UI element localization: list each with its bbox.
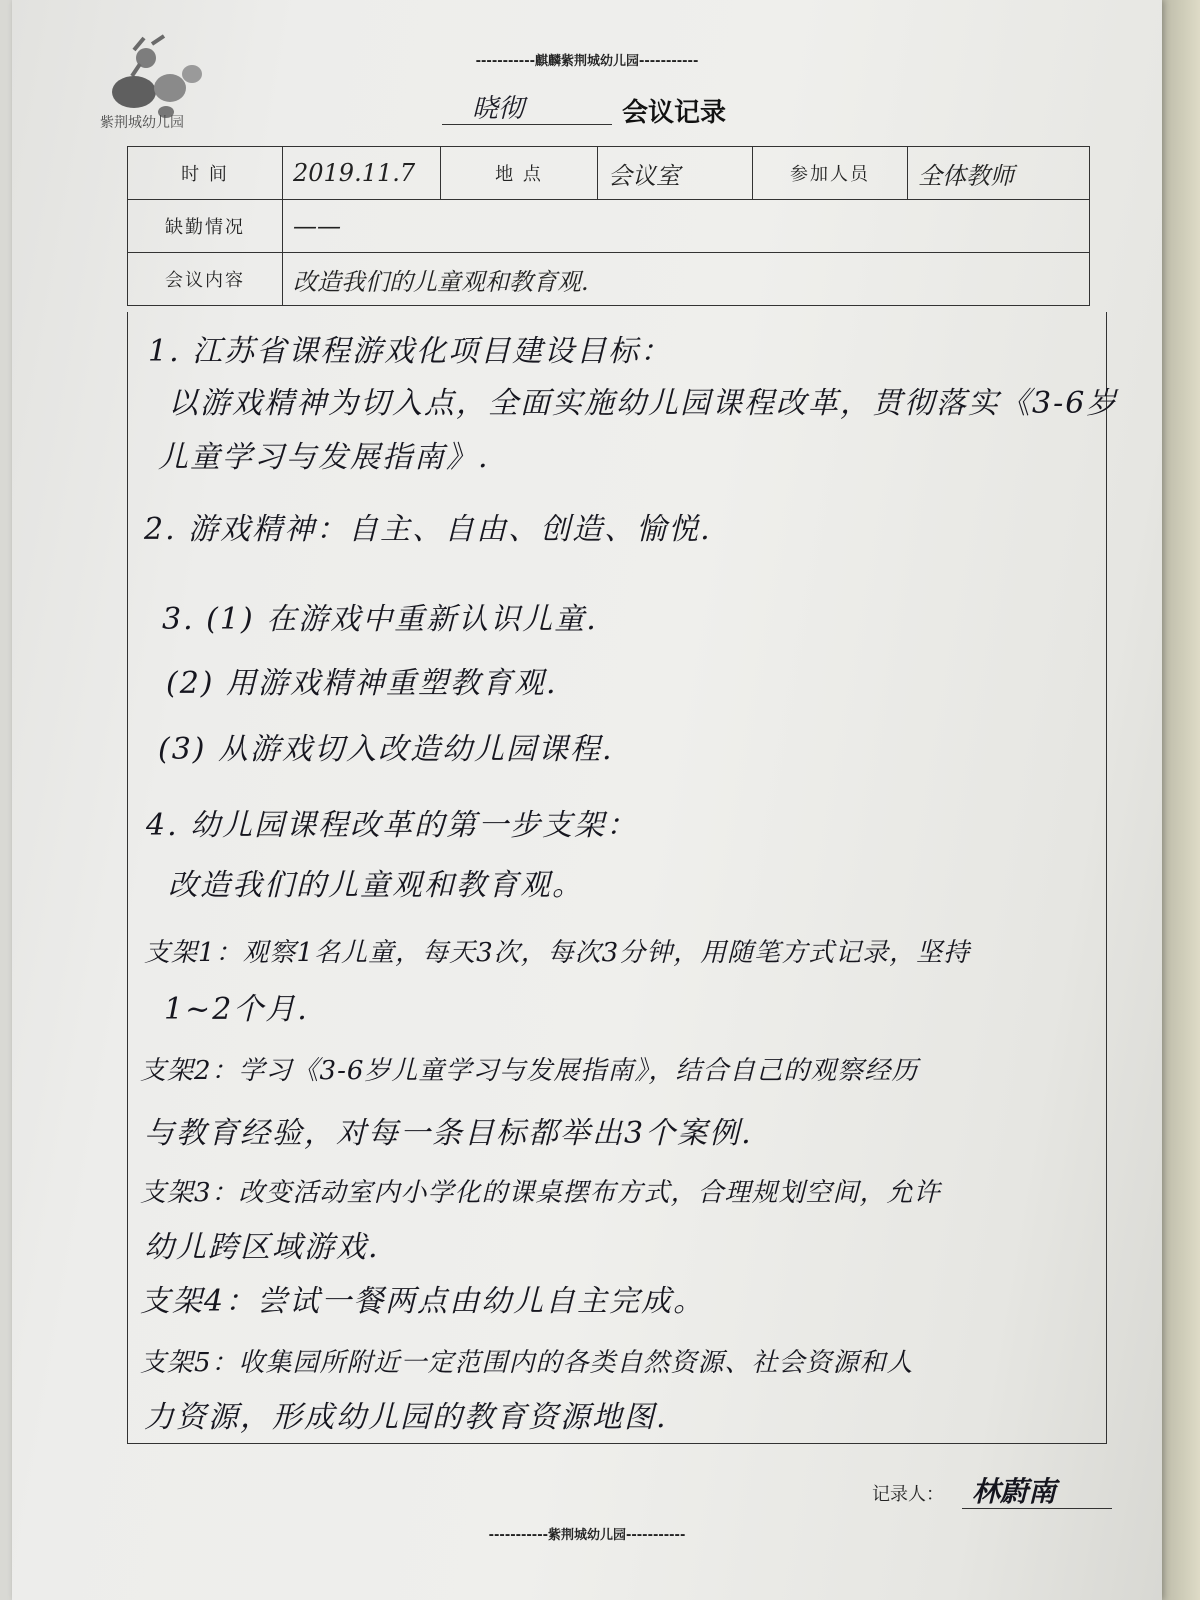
table-row xyxy=(128,200,1090,253)
minutes-line: (2) 用游戏精神重塑教育观. xyxy=(166,666,558,701)
minutes-line: 支架2：学习《3-6岁儿童学习与发展指南》，结合自己的观察经历 xyxy=(140,1056,919,1086)
minutes-line: 支架5：收集园所附近一定范围内的各类自然资源、社会资源和人 xyxy=(140,1348,914,1378)
minutes-body xyxy=(127,312,1119,1444)
absence-label: 缺勤情况 xyxy=(128,200,283,253)
content-label: 会议内容 xyxy=(128,253,283,306)
recorder-label: 记录人： xyxy=(872,1484,944,1505)
minutes-line: 幼儿跨区域游戏. xyxy=(144,1230,380,1265)
minutes-line: 支架4：尝试一餐两点由幼儿自主完成。 xyxy=(140,1284,706,1319)
recorder-signature-block xyxy=(872,1470,1112,1510)
minutes-line: 儿童学习与发展指南》. xyxy=(158,440,490,475)
minutes-line: 1. 江苏省课程游戏化项目建设目标： xyxy=(148,334,673,369)
title-printed: 会议记录 xyxy=(622,98,727,128)
minutes-line: 1~2个月. xyxy=(164,992,309,1027)
page-title xyxy=(442,88,782,128)
place-label: 地 点 xyxy=(441,147,598,200)
table-row xyxy=(128,253,1090,306)
table-row xyxy=(128,147,1090,200)
minutes-line: 力资源，形成幼儿园的教育资源地图. xyxy=(144,1400,668,1435)
minutes-line: 以游戏精神为切入点，全面实施幼儿园课程改革，贯彻落实《3-6岁 xyxy=(168,386,1119,421)
absence-value: —— xyxy=(283,200,1090,253)
page-footer-line: -----------紫荆城幼儿园----------- xyxy=(488,1528,686,1543)
title-underline xyxy=(442,88,612,125)
time-label: 时 间 xyxy=(128,147,283,200)
minutes-line: 支架3：改变活动室内小学化的课桌摆布方式，合理规划空间，允许 xyxy=(140,1178,941,1208)
time-value: 2019.11.7 xyxy=(283,147,441,200)
desk-background xyxy=(1158,0,1200,1600)
minutes-line: 与教育经验，对每一条目标都举出3个案例. xyxy=(144,1116,753,1151)
recorder-signature: 林蔚南 xyxy=(972,1475,1057,1508)
content-value: 改造我们的儿童观和教育观. xyxy=(283,253,1090,306)
attendees-value: 全体教师 xyxy=(908,147,1090,200)
minutes-line: 支架1：观察1名儿童，每天3次，每次3分钟，用随笔方式记录，坚持 xyxy=(144,938,971,968)
title-handwritten-month: 晓彻 xyxy=(472,94,525,124)
meeting-info-table xyxy=(127,146,1090,306)
place-value: 会议室 xyxy=(598,147,753,200)
page-header-line: -----------麒麟紫荆城幼儿园----------- xyxy=(475,54,699,69)
minutes-line: 2. 游戏精神：自主、自由、创造、愉悦. xyxy=(144,512,712,547)
minutes-line: 4. 幼儿园课程改革的第一步支架： xyxy=(146,808,639,843)
minutes-line: 3. (1) 在游戏中重新认识儿童. xyxy=(162,602,598,637)
minutes-line: (3) 从游戏切入改造幼儿园课程. xyxy=(158,732,614,767)
logo-text: 紫荆城幼儿园 xyxy=(100,115,184,131)
notebook-page xyxy=(12,0,1162,1600)
minutes-line: 改造我们的儿童观和教育观。 xyxy=(168,868,584,903)
attendees-label: 参加人员 xyxy=(753,147,908,200)
